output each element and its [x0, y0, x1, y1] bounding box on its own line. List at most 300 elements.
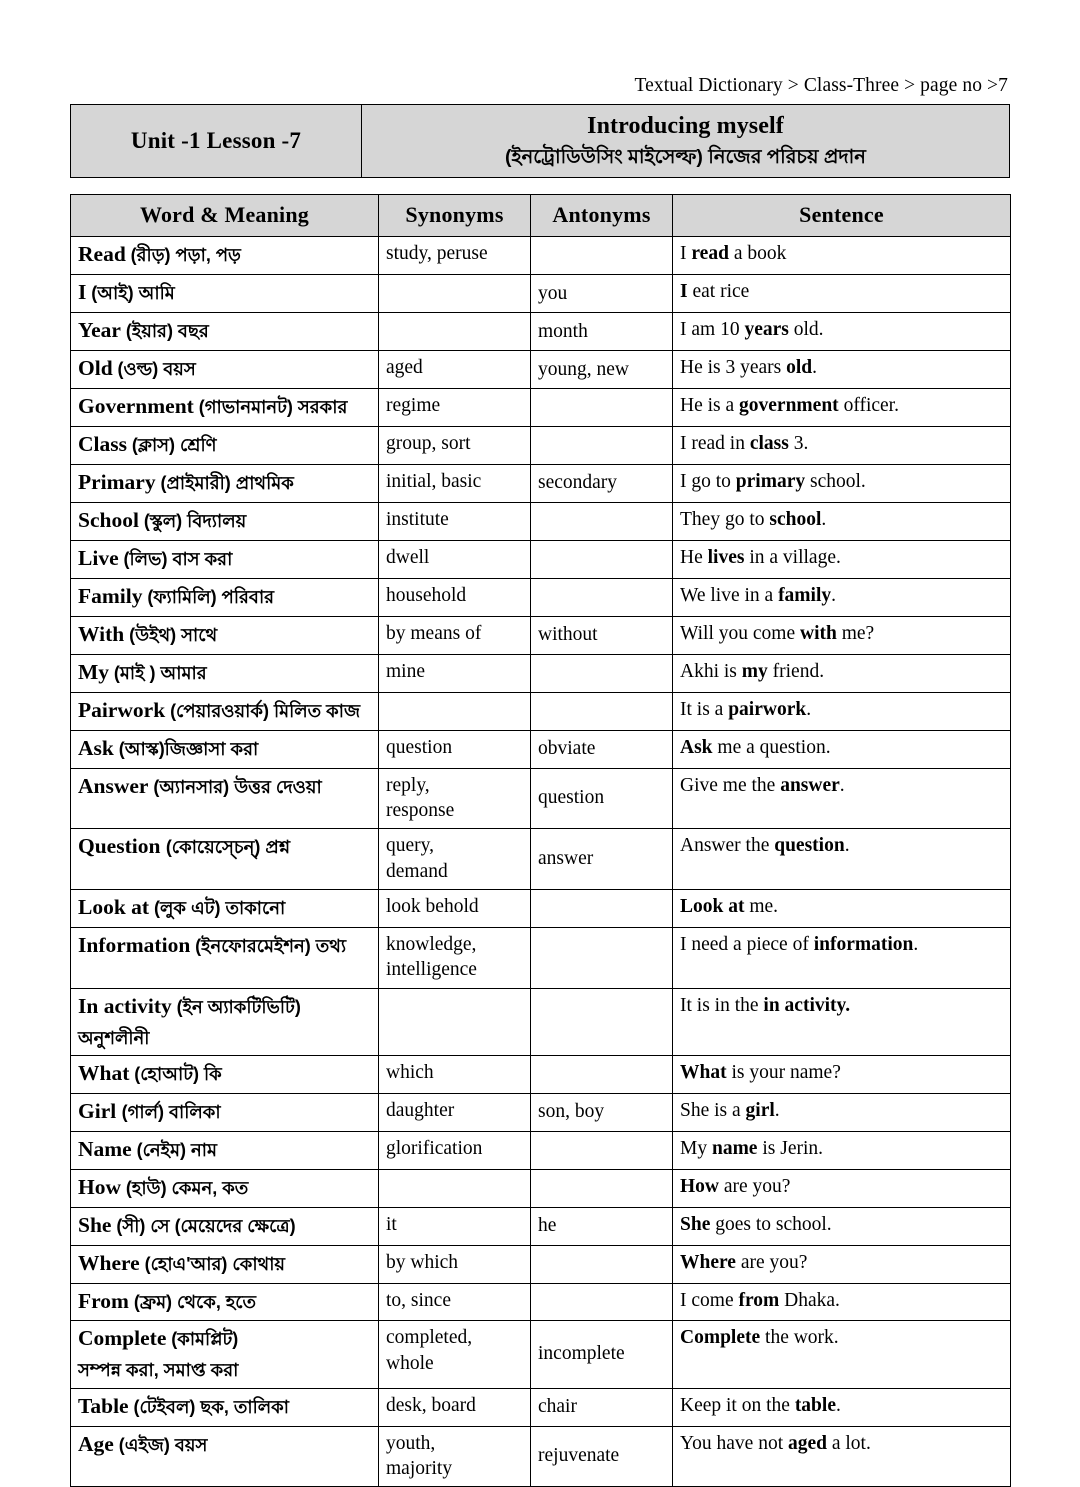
word-meaning-cell — [71, 503, 379, 541]
antonyms-cell: secondary — [531, 465, 673, 503]
sentence-cell — [673, 275, 1011, 313]
table-row — [71, 540, 1011, 578]
synonyms-cell — [379, 1093, 531, 1131]
word-meaning-bn: (ইন অ্যাকটিভিটি) — [176, 996, 301, 1017]
synonyms-cell — [379, 927, 531, 988]
antonyms-cell — [531, 654, 673, 692]
headword: Name — [78, 1136, 132, 1161]
sentence-keyword: class — [749, 433, 789, 455]
sentence-cell — [673, 1093, 1011, 1131]
sentence-cell — [673, 465, 1011, 503]
table-row — [71, 988, 1011, 1055]
word-meaning-bn: (ক্লাস) শ্রেণি — [131, 435, 217, 456]
sentence-suffix: . — [774, 1099, 780, 1121]
synonyms-cell — [379, 313, 531, 351]
synonyms-cell — [379, 503, 531, 541]
sentence-cell — [673, 313, 1011, 351]
sentence-prefix: He — [680, 546, 708, 568]
sentence-prefix: It is a — [680, 698, 729, 720]
sentence-prefix: Akhi is — [680, 660, 742, 682]
sentence-suffix: . — [835, 1394, 841, 1416]
antonyms-cell — [531, 1283, 673, 1321]
word-meaning-bn: (মাই ) আমার — [113, 662, 207, 683]
synonyms-cell — [379, 1283, 531, 1321]
word-meaning-bn: (আস্ক)জিজ্ঞাসা করা — [118, 738, 259, 759]
table-row — [71, 768, 1011, 829]
unit-lesson-cell: Unit -1 Lesson -7 — [71, 105, 362, 177]
antonyms-cell: rejuvenate — [531, 1426, 673, 1487]
table-row — [71, 692, 1011, 730]
sentence-prefix: They go to — [680, 509, 770, 530]
sentence-suffix: a book — [728, 243, 787, 265]
sentence-keyword: years — [744, 319, 789, 341]
sentence-cell — [673, 1426, 1011, 1487]
headword: What — [78, 1060, 130, 1085]
sentence-keyword: school — [769, 509, 822, 530]
sentence-cell — [673, 730, 1011, 768]
sentence-suffix: . — [812, 357, 818, 379]
headword: I — [78, 280, 87, 305]
sentence-keyword: I — [680, 281, 688, 303]
headword: Question — [78, 834, 166, 859]
sentence-cell — [673, 616, 1011, 654]
sentence-cell — [673, 1055, 1011, 1093]
sentence-suffix: eat rice — [687, 281, 750, 303]
breadcrumb: Textual Dictionary > Class-Three > page no >7 — [634, 75, 1008, 96]
sentence-suffix: . — [821, 509, 827, 530]
sentence-cell — [673, 1207, 1011, 1245]
column-header-sentence: Sentence — [673, 194, 1011, 237]
word-meaning-cell — [71, 313, 379, 351]
word-meaning-bn: (সী) সে (মেয়েদের ক্ষেত্রে) — [116, 1215, 296, 1236]
word-meaning-cell — [71, 1131, 379, 1169]
sentence-cell — [673, 1131, 1011, 1169]
antonyms-cell: you — [531, 275, 673, 313]
sentence-cell — [673, 351, 1011, 389]
synonym-line: group, sort — [386, 433, 471, 455]
sentence-prefix: I go to — [680, 471, 736, 493]
table-row — [71, 1055, 1011, 1093]
sentence-keyword: in activity. — [763, 994, 851, 1016]
word-meaning-bn-line2: সম্পন্ন করা, সমাপ্ত করা — [78, 1360, 239, 1381]
synonym-line: glorification — [386, 1137, 483, 1159]
headword: My — [78, 659, 110, 684]
headword: She — [78, 1212, 112, 1237]
synonyms-cell — [379, 389, 531, 427]
word-meaning-cell — [71, 540, 379, 578]
table-row — [71, 829, 1011, 890]
synonym-line: initial, basic — [386, 471, 482, 493]
table-row — [71, 1388, 1011, 1426]
sentence-cell — [673, 1245, 1011, 1283]
antonyms-cell — [531, 389, 673, 427]
antonyms-cell — [531, 427, 673, 465]
headword: Government — [78, 394, 194, 419]
sentence-keyword: with — [799, 622, 837, 644]
sentence-suffix: friend. — [767, 660, 825, 682]
word-meaning-cell — [71, 988, 379, 1055]
synonyms-cell — [379, 427, 531, 465]
vocabulary-table — [70, 194, 1011, 1487]
sentence-cell — [673, 1388, 1011, 1426]
table-row — [71, 654, 1011, 692]
sentence-cell — [673, 427, 1011, 465]
word-meaning-bn: (অ্যানসার) উত্তর দেওয়া — [153, 776, 322, 797]
synonym-line: youth, — [386, 1432, 436, 1454]
synonyms-cell — [379, 1055, 531, 1093]
synonym-line: daughter — [386, 1099, 455, 1121]
sentence-suffix: is Jerin. — [757, 1137, 824, 1159]
sentence-prefix: Answer the — [680, 835, 775, 857]
synonyms-cell — [379, 540, 531, 578]
word-meaning-cell — [71, 654, 379, 692]
headword: Table — [78, 1393, 129, 1418]
sentence-cell — [673, 578, 1011, 616]
word-meaning-bn: (ফ্রম) থেকে, হতে — [133, 1291, 257, 1312]
synonyms-cell — [379, 730, 531, 768]
table-row — [71, 1245, 1011, 1283]
sentence-keyword: answer — [780, 774, 840, 796]
synonyms-cell — [379, 351, 531, 389]
antonyms-cell — [531, 927, 673, 988]
synonym-line: whole — [386, 1352, 434, 1374]
sentence-prefix: I — [680, 243, 692, 265]
lesson-title-en: Introducing myself — [587, 113, 784, 140]
sentence-cell — [673, 889, 1011, 927]
table-row — [71, 730, 1011, 768]
sentence-suffix: are you? — [719, 1175, 791, 1197]
sentence-keyword: Complete — [680, 1327, 761, 1349]
table-row — [71, 275, 1011, 313]
word-meaning-cell — [71, 730, 379, 768]
synonyms-cell — [379, 654, 531, 692]
antonyms-cell — [531, 237, 673, 275]
word-meaning-bn: (ওল্ড) বয়স — [117, 359, 196, 380]
table-row — [71, 237, 1011, 275]
word-meaning-bn: (গাভানমানট) সরকার — [198, 397, 348, 418]
antonyms-cell: question — [531, 768, 673, 829]
sentence-cell — [673, 1169, 1011, 1207]
sentence-prefix: It is in the — [680, 994, 764, 1016]
sentence-keyword: lives — [707, 546, 745, 568]
synonyms-cell — [379, 237, 531, 275]
table-row — [71, 465, 1011, 503]
word-meaning-cell — [71, 768, 379, 829]
antonyms-cell: without — [531, 616, 673, 654]
sentence-keyword: read — [691, 243, 729, 265]
antonyms-cell — [531, 889, 673, 927]
word-meaning-cell — [71, 889, 379, 927]
sentence-prefix: I am 10 — [680, 319, 745, 341]
synonyms-cell — [379, 275, 531, 313]
sentence-prefix: I come — [680, 1289, 739, 1311]
headword: From — [78, 1288, 129, 1313]
word-meaning-cell — [71, 389, 379, 427]
lesson-title-cell — [362, 105, 1010, 177]
headword: Primary — [78, 470, 156, 495]
sentence-cell — [673, 540, 1011, 578]
lesson-header-table — [70, 104, 1010, 177]
sentence-suffix: a lot. — [826, 1432, 871, 1454]
word-meaning-bn: (ইনফোরমেইশন) তথ্য — [195, 935, 347, 956]
headword: Age — [78, 1431, 114, 1456]
synonyms-cell — [379, 1426, 531, 1487]
sentence-prefix: Give me the — [680, 774, 781, 796]
synonym-line: aged — [386, 357, 423, 379]
table-row — [71, 427, 1011, 465]
synonym-line: majority — [386, 1458, 453, 1480]
table-row — [71, 1093, 1011, 1131]
antonyms-cell — [531, 1169, 673, 1207]
synonym-line: completed, — [386, 1327, 473, 1349]
sentence-cell — [673, 1283, 1011, 1321]
sentence-prefix: My — [680, 1137, 712, 1159]
table-row — [71, 1321, 1011, 1388]
synonym-line: look behold — [386, 895, 479, 917]
antonyms-cell — [531, 540, 673, 578]
sentence-keyword: table — [794, 1394, 836, 1416]
synonym-line: household — [386, 584, 467, 606]
sentence-cell — [673, 389, 1011, 427]
synonyms-cell — [379, 692, 531, 730]
sentence-cell — [673, 829, 1011, 890]
antonyms-cell: incomplete — [531, 1321, 673, 1388]
headword: Answer — [78, 773, 149, 798]
sentence-cell — [673, 988, 1011, 1055]
word-meaning-bn: (কামপ্লিট) — [171, 1329, 239, 1350]
sentence-keyword: What — [680, 1061, 727, 1083]
word-meaning-cell — [71, 1169, 379, 1207]
synonym-line: response — [386, 799, 455, 821]
word-meaning-cell — [71, 465, 379, 503]
word-meaning-bn: (টেইবল) ছক, তালিকা — [133, 1396, 289, 1417]
antonyms-cell — [531, 1131, 673, 1169]
word-meaning-bn: (রীড়) পড়া, পড় — [130, 245, 241, 266]
sentence-keyword: How — [680, 1175, 719, 1197]
sentence-cell — [673, 927, 1011, 988]
antonyms-cell — [531, 692, 673, 730]
sentence-keyword: primary — [735, 471, 806, 493]
column-header-synonyms: Synonyms — [379, 194, 531, 237]
word-meaning-bn: (হোআট) কি — [134, 1063, 222, 1084]
synonyms-cell — [379, 1321, 531, 1388]
synonyms-cell — [379, 1245, 531, 1283]
antonyms-cell: young, new — [531, 351, 673, 389]
headword: Class — [78, 432, 127, 457]
table-row — [71, 1169, 1011, 1207]
word-meaning-bn: (গার্ল) বালিকা — [121, 1101, 221, 1122]
synonym-line: to, since — [386, 1289, 451, 1311]
word-meaning-cell — [71, 1207, 379, 1245]
synonyms-cell — [379, 988, 531, 1055]
sentence-cell — [673, 503, 1011, 541]
table-row — [71, 616, 1011, 654]
word-meaning-cell — [71, 427, 379, 465]
synonym-line: which — [386, 1061, 434, 1083]
sentence-keyword: old — [786, 357, 813, 379]
sentence-suffix: me a question. — [712, 736, 831, 758]
synonym-line: query, — [386, 835, 435, 857]
sentence-suffix: Dhaka. — [779, 1289, 840, 1311]
sentence-keyword: girl — [745, 1099, 775, 1121]
table-row — [71, 1283, 1011, 1321]
synonyms-cell — [379, 829, 531, 890]
lesson-title-bn: (ইনট্রোডিউসিং মাইসেল্ফ) নিজের পরিচয় প্রদান — [505, 145, 866, 168]
table-row — [71, 503, 1011, 541]
word-meaning-bn: (আই) আমি — [91, 283, 175, 304]
headword: Girl — [78, 1098, 122, 1123]
synonym-line: question — [386, 736, 453, 758]
sentence-suffix: goes to school. — [710, 1213, 832, 1235]
headword: School — [78, 508, 139, 532]
sentence-suffix: . — [844, 835, 850, 857]
word-meaning-cell — [71, 1321, 379, 1388]
synonyms-cell — [379, 1388, 531, 1426]
headword: Read — [78, 242, 126, 267]
sentence-prefix: Keep it on the — [680, 1394, 795, 1416]
table-row — [71, 313, 1011, 351]
sentence-keyword: my — [741, 660, 768, 682]
word-meaning-cell — [71, 1245, 379, 1283]
sentence-keyword: government — [739, 395, 839, 417]
table-row — [71, 1207, 1011, 1245]
word-meaning-bn: (লুক এট) তাকানো — [153, 897, 286, 918]
headword: How — [78, 1174, 121, 1199]
headword: Live — [78, 545, 119, 570]
sentence-prefix: I read in — [680, 433, 750, 455]
sentence-prefix: Will you come — [680, 622, 800, 644]
sentence-prefix: He is a — [680, 395, 740, 417]
sentence-cell — [673, 768, 1011, 829]
table-row — [71, 578, 1011, 616]
synonym-line: by means of — [386, 622, 482, 644]
sentence-prefix: We live in a — [680, 584, 779, 606]
synonym-line: it — [386, 1213, 397, 1235]
column-header-word-meaning: Word & Meaning — [71, 194, 379, 237]
antonyms-cell — [531, 503, 673, 541]
table-row — [71, 889, 1011, 927]
headword: Year — [78, 318, 121, 343]
headword: Information — [78, 932, 191, 957]
sentence-suffix: . — [913, 933, 919, 955]
word-meaning-cell — [71, 351, 379, 389]
synonym-line: intelligence — [386, 959, 477, 981]
word-meaning-cell — [71, 616, 379, 654]
sentence-keyword: pairwork — [728, 698, 807, 720]
table-row — [71, 927, 1011, 988]
word-meaning-bn: (কোয়েস্চেন্) প্রশ্ন — [165, 837, 291, 858]
synonyms-cell — [379, 465, 531, 503]
sentence-cell — [673, 1321, 1011, 1388]
word-meaning-cell — [71, 1388, 379, 1426]
headword: Old — [78, 356, 113, 381]
synonyms-cell — [379, 768, 531, 829]
word-meaning-cell — [71, 1093, 379, 1131]
synonym-line: desk, board — [386, 1394, 476, 1416]
sentence-prefix: I need a piece of — [680, 933, 814, 955]
synonym-line: regime — [386, 395, 441, 417]
sentence-keyword: question — [774, 835, 845, 857]
sentence-cell — [673, 237, 1011, 275]
antonyms-cell — [531, 988, 673, 1055]
synonyms-cell — [379, 1207, 531, 1245]
sentence-suffix: me. — [744, 895, 779, 917]
headword: Ask — [78, 735, 114, 760]
sentence-suffix: are you? — [735, 1251, 808, 1273]
synonym-line: reply, — [386, 774, 430, 796]
sentence-suffix: me? — [836, 622, 875, 644]
word-meaning-bn: (ফ্যামিলি) পরিবার — [147, 586, 275, 607]
headword: In activity — [78, 993, 172, 1018]
sentence-suffix: school. — [805, 471, 866, 493]
sentence-keyword: aged — [787, 1432, 827, 1454]
sentence-prefix: He is 3 years — [680, 357, 787, 379]
headword: With — [78, 621, 125, 646]
word-meaning-bn: (লিভ) বাস করা — [123, 548, 233, 569]
table-row — [71, 1426, 1011, 1487]
synonym-line: knowledge, — [386, 933, 477, 955]
sentence-keyword: Ask — [680, 736, 713, 758]
sentence-suffix: in a village. — [744, 546, 841, 568]
sentence-cell — [673, 692, 1011, 730]
lesson-header-row — [71, 105, 1010, 177]
column-header-antonyms: Antonyms — [531, 194, 673, 237]
headword: Where — [78, 1250, 140, 1275]
synonym-line: by which — [386, 1251, 459, 1273]
synonym-line: study, peruse — [386, 243, 488, 265]
sentence-suffix: old. — [788, 319, 824, 341]
word-meaning-bn: (এইজ) বয়স — [118, 1434, 208, 1455]
word-meaning-cell — [71, 1426, 379, 1487]
synonym-line: institute — [386, 509, 449, 530]
word-meaning-bn: (প্রাইমারী) প্রাথমিক — [160, 473, 294, 494]
word-meaning-cell — [71, 927, 379, 988]
word-meaning-cell — [71, 275, 379, 313]
sentence-keyword: She — [680, 1213, 711, 1235]
synonyms-cell — [379, 1169, 531, 1207]
synonyms-cell — [379, 616, 531, 654]
sentence-suffix: is your name? — [726, 1061, 841, 1083]
sentence-keyword: family — [778, 584, 832, 606]
word-meaning-bn: (হাউ) কেমন, কত — [125, 1177, 249, 1198]
sentence-suffix: 3. — [788, 433, 809, 455]
sentence-keyword: Look at — [680, 895, 745, 917]
sentence-prefix: You have not — [680, 1432, 788, 1454]
sentence-keyword: from — [738, 1289, 780, 1311]
sentence-suffix: . — [831, 584, 837, 606]
sentence-suffix: . — [806, 698, 812, 720]
table-header-row — [71, 194, 1011, 237]
headword: Look at — [78, 894, 150, 919]
word-meaning-cell — [71, 692, 379, 730]
headword: Pairwork — [78, 697, 166, 722]
word-meaning-cell — [71, 1283, 379, 1321]
word-meaning-bn: (নেইম) নাম — [136, 1139, 217, 1160]
sentence-prefix: She is a — [680, 1099, 746, 1121]
word-meaning-cell — [71, 829, 379, 890]
word-meaning-bn: (স্কুল) বিদ্যালয় — [143, 511, 247, 531]
synonym-line: mine — [386, 660, 425, 682]
antonyms-cell: chair — [531, 1388, 673, 1426]
sentence-suffix: . — [839, 774, 845, 796]
antonyms-cell — [531, 1055, 673, 1093]
synonyms-cell — [379, 1131, 531, 1169]
word-meaning-cell — [71, 578, 379, 616]
sentence-suffix: officer. — [838, 395, 899, 417]
antonyms-cell — [531, 1245, 673, 1283]
word-meaning-bn: (পেয়ারওয়ার্ক) মিলিত কাজ — [170, 700, 361, 721]
headword: Complete — [78, 1326, 167, 1351]
